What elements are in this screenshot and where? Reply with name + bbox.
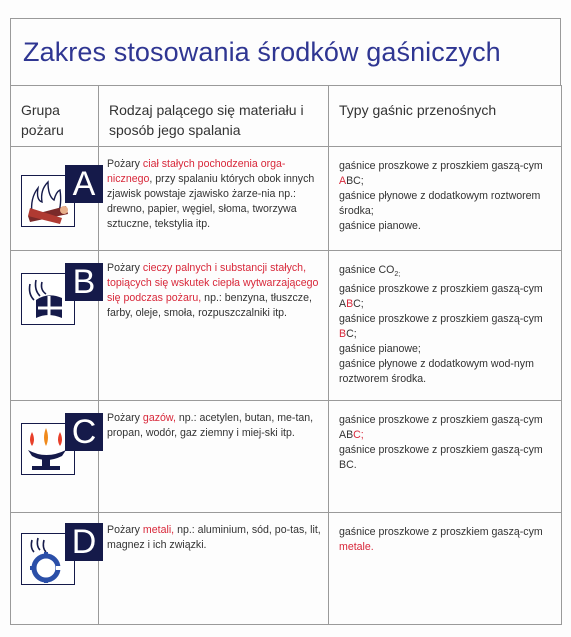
extinguisher-text: gaśnice proszkowe z proszkiem gaszą-cym BC.	[339, 444, 543, 471]
fire-classes-table	[10, 85, 562, 625]
class-b-badge	[21, 263, 103, 333]
extinguishers-cell	[329, 251, 562, 401]
extinguisher-text: gaśnice proszkowe z proszkiem gaszą-cym	[339, 313, 543, 326]
extinguisher-text: gaśnice proszkowe z proszkiem gaszą-cym AB	[339, 414, 543, 441]
class-icon-cell	[11, 401, 99, 513]
page-title: Zakres stosowania środków gaśniczych	[10, 18, 561, 85]
class-icon-cell	[11, 513, 99, 625]
extinguisher-text: C;	[346, 328, 357, 341]
extinguisher-text: gaśnice pianowe.	[339, 220, 421, 232]
class-letter: C	[65, 413, 103, 451]
extinguisher-text: BC;	[346, 175, 364, 187]
extinguisher-highlight: B	[339, 328, 347, 341]
material-text: , przy spalaniu których obok innych zjawisk powstaje zjawisko żarze-nia np.: drewno, papier, węgiel, słoma, tworzywa sztuczne, tekstylia itp.	[107, 173, 315, 230]
material-highlight: cieczy palnych i substancji stałych, topiących się wskutek ciepła wytwarzającego się podczas pożaru,	[107, 262, 319, 304]
extinguisher-text: gaśnice pianowe;	[339, 343, 421, 356]
class-c-badge	[21, 413, 103, 483]
header-group: Grupa pożaru	[11, 86, 99, 147]
extinguisher-highlight: A	[339, 175, 347, 187]
material-text: np.: acetylen, butan, me-tan, propan, wodór, gaz ziemny i miej-ski itp.	[107, 412, 314, 439]
table-row	[11, 251, 562, 401]
class-icon-cell	[11, 147, 99, 251]
extinguisher-text: gaśnice płynowe z dodatkowym wod-nym roztworem środka.	[339, 358, 534, 386]
extinguisher-highlight: metale.	[339, 541, 374, 553]
material-highlight: gazów,	[142, 412, 176, 424]
material-cell	[99, 147, 329, 251]
extinguisher-highlight: B	[346, 298, 354, 311]
class-d-badge	[21, 523, 103, 593]
table-row	[11, 147, 562, 251]
extinguishers-cell	[329, 401, 562, 513]
class-a-badge	[21, 165, 103, 235]
extinguishers-cell	[329, 513, 562, 625]
class-icon-cell	[11, 251, 99, 401]
table-header-row	[11, 86, 562, 147]
table-row	[11, 401, 562, 513]
extinguisher-text: gaśnice proszkowe z proszkiem gaszą-cym A	[339, 283, 543, 311]
extinguisher-text: gaśnice proszkowe z proszkiem gaszą-cym	[339, 160, 543, 172]
material-text: Pożary	[107, 412, 143, 424]
extinguisher-text: gaśnice proszkowe z proszkiem gaszą-cym	[339, 526, 543, 538]
class-letter: B	[65, 263, 103, 301]
extinguisher-text: gaśnice CO	[339, 264, 395, 276]
extinguisher-highlight: C;	[353, 429, 364, 441]
fire-classes-sheet	[10, 18, 561, 630]
header-material: Rodzaj palącego się materiału i sposób jego spalania	[99, 86, 329, 147]
material-highlight: ciał stałych pochodzenia orga-nicznego	[107, 158, 286, 185]
material-text: Pożary	[107, 262, 143, 274]
extinguishers-cell	[329, 147, 562, 251]
class-letter: A	[65, 165, 103, 203]
material-text: Pożary	[107, 158, 143, 170]
extinguisher-text: C;	[353, 298, 364, 311]
material-highlight: metali,	[142, 524, 175, 536]
material-cell	[99, 513, 329, 625]
extinguisher-subscript: 2;	[394, 271, 401, 279]
table-row	[11, 513, 562, 625]
material-text: Pożary	[107, 524, 143, 536]
material-cell	[99, 251, 329, 401]
material-cell	[99, 401, 329, 513]
material-text: np.: benzyna, tłuszcze, farby, oleje, smoła, rozpuszczalniki itp.	[107, 292, 312, 319]
class-letter: D	[65, 523, 103, 561]
extinguisher-text: gaśnice płynowe z dodatkowym roztworem środka;	[339, 190, 541, 217]
header-extinguishers: Typy gaśnic przenośnych	[329, 86, 562, 147]
material-text: np.: aluminium, sód, po-tas, lit, magnez i ich związki.	[107, 524, 321, 551]
